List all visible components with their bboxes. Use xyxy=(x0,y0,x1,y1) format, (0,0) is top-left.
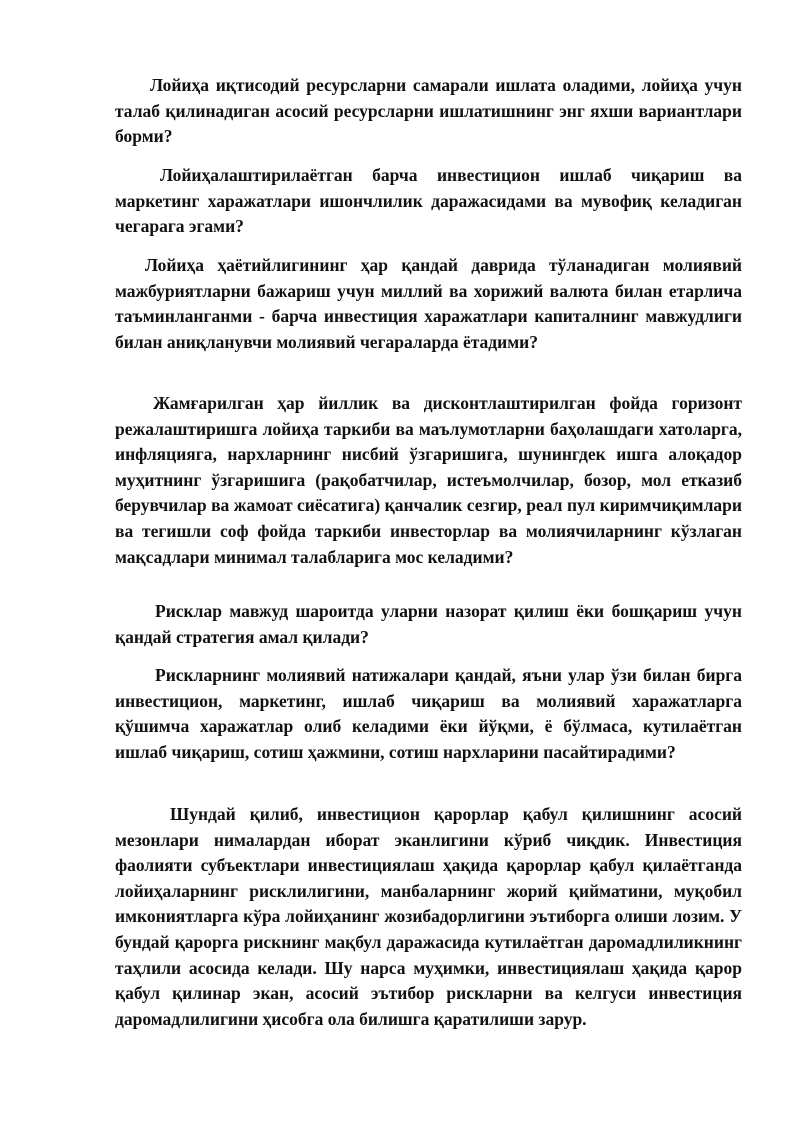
paragraph-6: Рискларнинг молиявий натижалари қандай, яъни улар ўзи билан бирга инвестицион, маркетинг, ишлаб чиқариш ва молиявий харажатларга қўшимча харажатлар олиб келадими ёки йўқми, ё бўлмаса, кутилаётган ишлаб чиқариш, сотиш ҳажмини, сотиш нархларини пасайтирадими? xyxy=(115,665,742,762)
paragraph-2: Лойиҳалаштирилаётган барча инвестицион ишлаб чиқариш ва маркетинг харажатлари ишончлилик даражасидами ва мувофиқ келадиган чегарага эгами? xyxy=(115,165,742,237)
paragraph-5: Рисклар мавжуд шароитда уларни назорат қилиш ёки бошқариш учун қандай стратегия амал қилади? xyxy=(115,601,742,647)
paragraph-7: Шундай қилиб, инвестицион қарорлар қабул қилишнинг асосий мезонлари нималардан иборат эканлигини кўриб чиқдик. Инвестиция фаолияти субъектлари инвестициялаш ҳақида қарорлар қабул қилаётганда лойиҳаларнинг рисклилигини, манбаларнинг жорий қийматини, муқобил имкониятларга кўра лойиҳанинг жозибадорлигини эътиборга олиши лозим. У бундай қарорга рискнинг мақбул даражасида кутилаётган даромадлиликнинг таҳлили асосида келади. Шу нарса муҳимки, инвестициялаш ҳақида қарор қабул қилинар экан, асосий эътибор рискларни ва келгуси инвестиция даромадлилигини ҳисобга ола билишга қаратилиши зарур. xyxy=(115,804,742,1029)
paragraph-4: Жамғарилган ҳар йиллик ва дисконтлаштирилган фойда горизонт режалаштиришга лойиҳа таркиби ва маълумотларни баҳолашдаги хатоларга, инфляцияга, нархларнинг нисбий ўзгаришига, шунингдек ишга алоқадор муҳитнинг ўзгаришига (рақобатчилар, истеъмолчилар, бозор, мол етказиб берувчилар ва жамоат сиёсатига) қанчалик сезгир, реал пул киримчиқимлари ва тегишли соф фойда таркиби инвесторлар ва молиячиларнинг кўзлаган мақсадлари минимал талабларига мос келадими? xyxy=(115,393,742,567)
paragraph-3: Лойиҳа ҳаётийлигининг ҳар қандай даврида тўланадиган молиявий мажбуриятларни бажариш учун миллий ва хорижий валюта билан етарлича таъминланганми - барча инвестиция харажатлари капиталнинг мавжудлиги билан аниқланувчи молиявий чегараларда ётадими? xyxy=(115,255,742,352)
paragraph-1: Лойиҳа иқтисодий ресурсларни самарали ишлата оладими, лойиҳа учун талаб қилинадиган асосий ресурсларни ишлатишнинг энг яхши вариантлари борми? xyxy=(115,75,742,147)
